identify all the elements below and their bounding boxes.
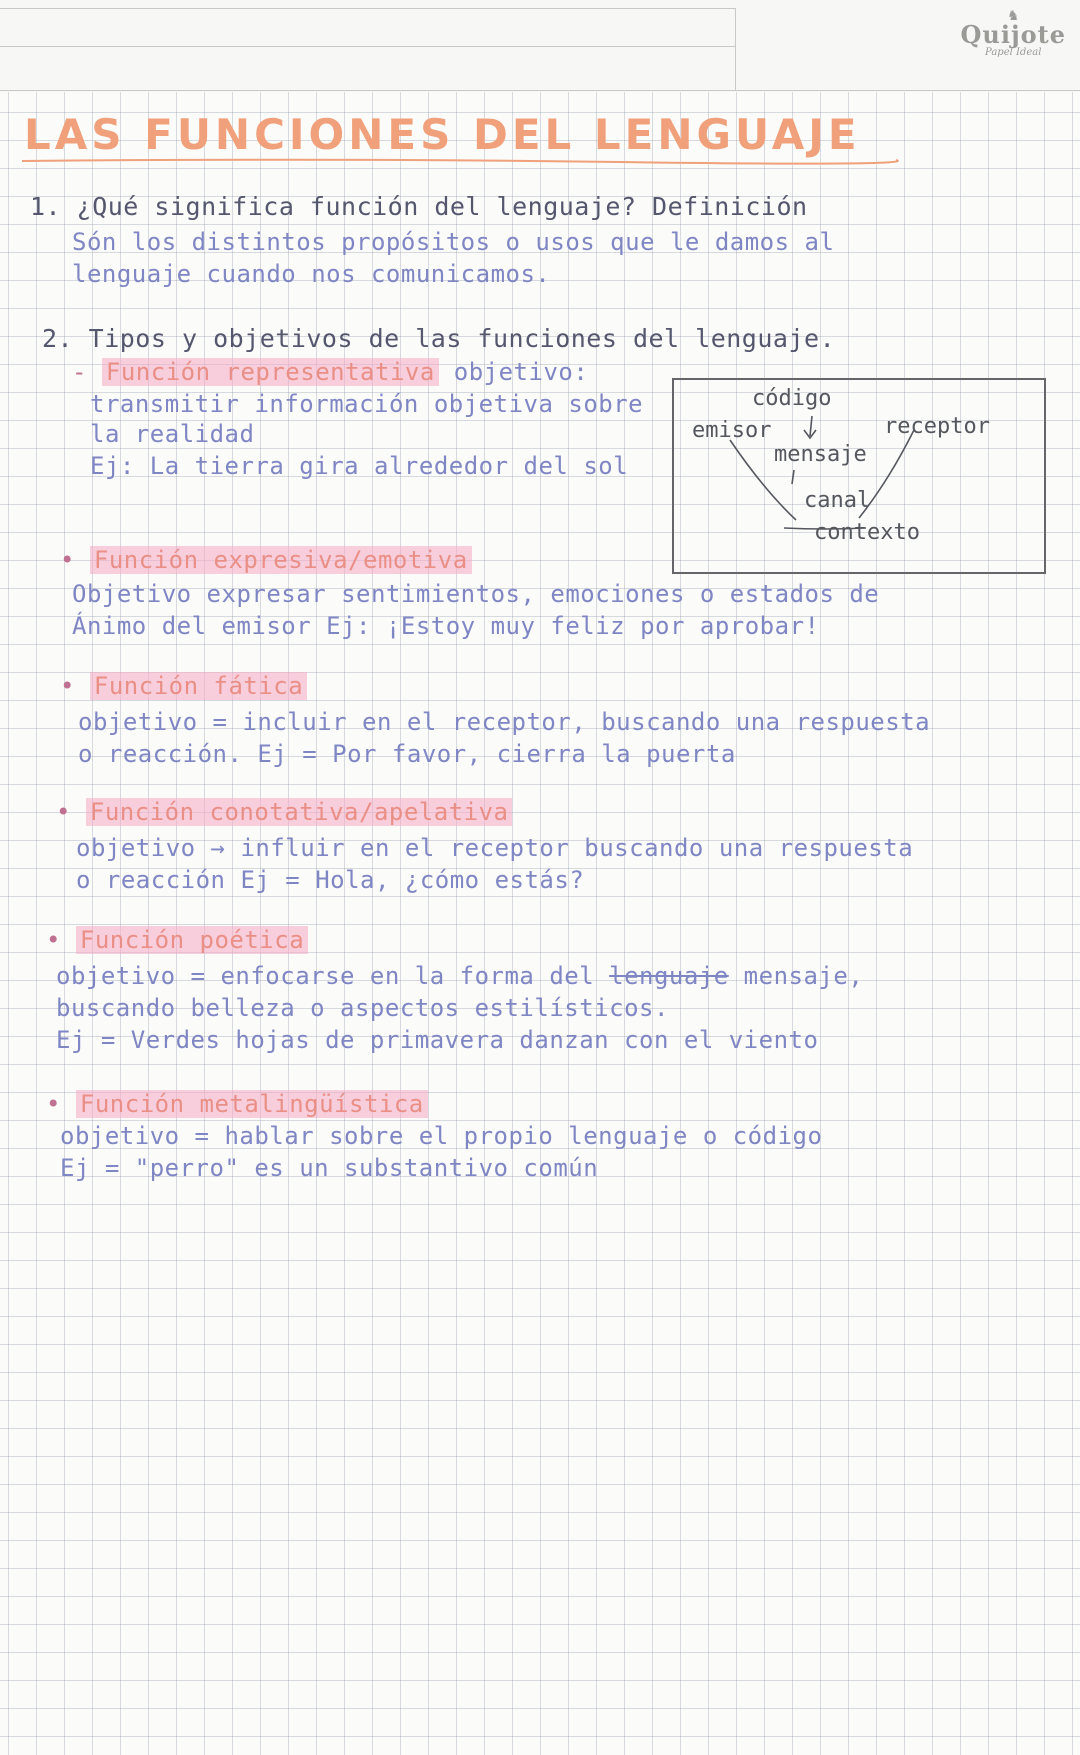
function-poetica-line-1 <box>56 962 863 990</box>
header-divider <box>735 8 736 90</box>
diagram-mensaje: mensaje <box>774 442 867 467</box>
header-rule <box>0 8 735 9</box>
quixote-figure-icon: ♞ <box>1006 8 1020 24</box>
brand-name: Quijote <box>960 20 1066 49</box>
function-conotativa-heading <box>56 798 512 826</box>
representativa-line-2: la realidad <box>90 420 255 448</box>
function-fatica-heading <box>60 672 307 700</box>
diagram-emisor: emisor <box>692 418 772 443</box>
answer-1-line-2: lenguaje cuando nos comunicamos. <box>72 260 551 288</box>
brand-logo <box>960 8 1066 58</box>
function-label: Función expresiva/emotiva <box>90 546 472 574</box>
diagram-receptor: receptor <box>884 414 990 439</box>
function-conotativa-line-1: objetivo → influir en el receptor buscando una respuesta <box>76 834 914 862</box>
function-label: Función metalingüística <box>76 1090 428 1118</box>
bullet-dot: • <box>60 546 90 574</box>
poetica-line-1-end: mensaje, <box>743 962 864 990</box>
function-label: Función representativa <box>102 358 439 386</box>
function-expresiva-line-2: Ánimo del emisor Ej: ¡Estoy muy feliz por aprobar! <box>72 612 820 640</box>
function-poetica-line-2: buscando belleza o aspectos estilísticos. <box>56 994 669 1022</box>
function-expresiva-heading <box>60 546 472 574</box>
header-rule <box>0 90 1080 91</box>
function-poetica-heading <box>46 926 308 954</box>
bullet-dot: • <box>60 672 90 700</box>
bullet-dash: - <box>72 358 102 386</box>
diagram-codigo: código <box>752 386 832 411</box>
representativa-line-1: transmitir información objetiva sobre <box>90 390 644 418</box>
brand-tagline: Papel Ideal <box>985 47 1042 58</box>
poetica-line-1-start: objetivo = enfocarse en la forma del <box>56 962 595 990</box>
bullet-dot: • <box>46 926 76 954</box>
function-label: Función conotativa/apelativa <box>86 798 513 826</box>
function-metalinguistica-line-1: objetivo = hablar sobre el propio lenguaje o código <box>60 1122 823 1150</box>
diagram-contexto: contexto <box>814 520 920 545</box>
header-rule <box>0 46 735 47</box>
representativa-example: Ej: La tierra gira alrededor del sol <box>90 452 629 480</box>
question-2: 2. Tipos y objetivos de las funciones del lenguaje. <box>42 324 836 353</box>
question-1: 1. ¿Qué significa función del lenguaje? Definición <box>30 192 808 221</box>
function-metalinguistica-heading <box>46 1090 428 1118</box>
function-metalinguistica-line-2: Ej = "perro" es un substantivo común <box>60 1154 599 1182</box>
function-representativa <box>72 358 588 386</box>
objective-label: objetivo: <box>453 358 589 386</box>
answer-1-line-1: Són los distintos propósitos o usos que le damos al <box>72 228 835 256</box>
function-label: Función fática <box>90 672 307 700</box>
function-fatica-line-1: objetivo = incluir en el receptor, buscando una respuesta <box>78 708 931 736</box>
function-poetica-line-3: Ej = Verdes hojas de primavera danzan con el viento <box>56 1026 819 1054</box>
function-expresiva-line-1: Objetivo expresar sentimientos, emociones o estados de <box>72 580 880 608</box>
title-underline <box>20 156 900 166</box>
function-conotativa-line-2: o reacción Ej = Hola, ¿cómo estás? <box>76 866 585 894</box>
diagram-canal: canal <box>804 488 871 513</box>
page-title: LAS FUNCIONES DEL LENGUAJE <box>24 110 861 159</box>
bullet-dot: • <box>46 1090 76 1118</box>
struck-word: lenguaje <box>609 962 729 990</box>
function-label: Función poética <box>76 926 308 954</box>
communication-diagram <box>672 378 1046 574</box>
function-fatica-line-2: o reacción. Ej = Por favor, cierra la puerta <box>78 740 736 768</box>
bullet-dot: • <box>56 798 86 826</box>
